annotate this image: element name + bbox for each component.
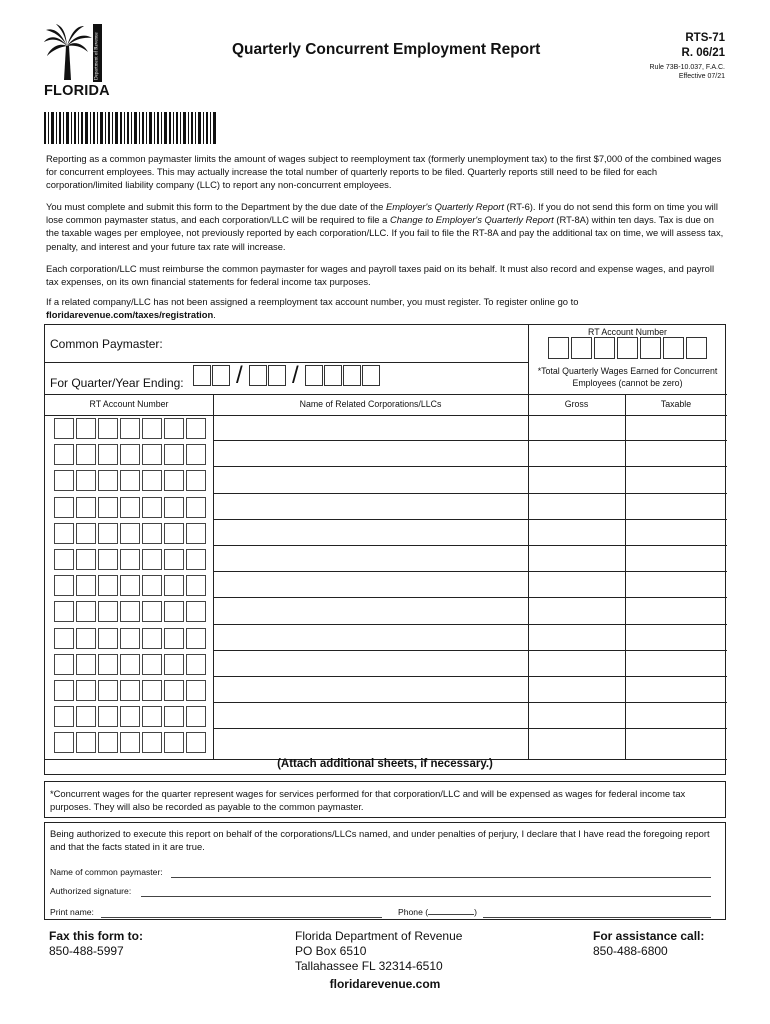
row-corporation-name-field[interactable]: [214, 467, 527, 492]
row-corporation-name-field[interactable]: [214, 598, 527, 623]
table-row: [45, 494, 727, 520]
row-rt-digit-box[interactable]: [76, 575, 96, 596]
row-rt-digit-box[interactable]: [98, 680, 118, 701]
row-corporation-name-field[interactable]: [214, 415, 527, 440]
row-rt-digit-box[interactable]: [54, 654, 74, 675]
table-row: [45, 625, 727, 651]
row-rt-digit-box[interactable]: [76, 680, 96, 701]
row-rt-digit-box[interactable]: [120, 732, 140, 753]
row-rt-digit-box[interactable]: [142, 654, 162, 675]
table-row: [45, 467, 727, 493]
row-rt-digit-box[interactable]: [164, 497, 184, 518]
common-paymaster-field[interactable]: [173, 335, 523, 357]
rt-digit-box[interactable]: [686, 337, 707, 359]
rt-digit-box[interactable]: [617, 337, 638, 359]
row-rt-digit-box[interactable]: [164, 523, 184, 544]
row-gross-field[interactable]: [529, 729, 624, 754]
row-gross-field[interactable]: [529, 677, 624, 702]
assistance-block: [593, 929, 704, 959]
row-taxable-field[interactable]: [626, 677, 726, 702]
row-gross-field[interactable]: [529, 520, 624, 545]
row-rt-digit-box[interactable]: [120, 628, 140, 649]
row-rt-digit-box[interactable]: [142, 470, 162, 491]
effective-date: Effective 07/21: [678, 73, 725, 80]
rule-citation: Rule 73B-10.037, F.A.C.: [649, 64, 725, 71]
row-rt-digit-box[interactable]: [120, 549, 140, 570]
row-rt-digit-box[interactable]: [142, 706, 162, 727]
date-slash: /: [236, 362, 243, 389]
declaration-box: [44, 822, 726, 920]
row-taxable-field[interactable]: [626, 415, 726, 440]
row-rt-digit-box[interactable]: [76, 444, 96, 465]
instruction-paragraph-3: Each corporation/LLC must reimburse the common paymaster for wages and payroll taxes paid on its behalf. It must also record and expense wages, and payroll tax expenses, on its own financial statements for federal income tax purposes.: [46, 263, 715, 288]
row-rt-digit-box[interactable]: [142, 628, 162, 649]
row-rt-digit-box[interactable]: [164, 628, 184, 649]
row-rt-digit-box[interactable]: [54, 418, 74, 439]
row-taxable-field[interactable]: [626, 729, 726, 754]
row-taxable-field[interactable]: [626, 467, 726, 492]
mailing-address-block: [295, 929, 462, 974]
paymaster-rt-account-boxes[interactable]: [548, 337, 708, 359]
row-gross-field[interactable]: [529, 651, 624, 676]
row-gross-field[interactable]: [529, 598, 624, 623]
rule-block: [650, 63, 726, 81]
rt-digit-box[interactable]: [594, 337, 615, 359]
row-rt-digit-box[interactable]: [142, 523, 162, 544]
name-of-paymaster-label: Name of common paymaster:: [50, 867, 163, 877]
row-corporation-name-field[interactable]: [214, 494, 527, 519]
row-rt-digit-box[interactable]: [98, 444, 118, 465]
year-digit-box[interactable]: [305, 365, 323, 386]
row-rt-digit-box[interactable]: [120, 706, 140, 727]
table-row: [45, 415, 727, 441]
row-rt-digit-box[interactable]: [54, 470, 74, 491]
row-rt-digit-box[interactable]: [54, 628, 74, 649]
rt-digit-box[interactable]: [548, 337, 569, 359]
month-digit-box[interactable]: [193, 365, 211, 386]
row-rt-digit-box[interactable]: [76, 497, 96, 518]
row-rt-digit-box[interactable]: [186, 706, 206, 727]
row-rt-digit-box[interactable]: [98, 418, 118, 439]
quarter-date-boxes[interactable]: [193, 362, 393, 389]
concurrent-wages-note: *Concurrent wages for the quarter represent wages for services performed for that corporation/LLC and will be expensed as wages for federal income tax purposes. They will also be recorded as payable to the common paymaster.: [44, 781, 726, 818]
row-rt-digit-box[interactable]: [76, 601, 96, 622]
row-taxable-field[interactable]: [626, 546, 726, 571]
row-rt-digit-box[interactable]: [76, 628, 96, 649]
table-row: [45, 651, 727, 677]
row-rt-digit-box[interactable]: [164, 470, 184, 491]
day-digit-box[interactable]: [249, 365, 267, 386]
row-corporation-name-field[interactable]: [214, 441, 527, 466]
row-rt-digit-box[interactable]: [186, 680, 206, 701]
row-rt-digit-box[interactable]: [186, 601, 206, 622]
year-digit-box[interactable]: [343, 365, 361, 386]
common-paymaster-label: Common Paymaster:: [50, 337, 163, 351]
row-rt-digit-box[interactable]: [186, 444, 206, 465]
print-name-label: Print name:: [50, 907, 94, 917]
row-rt-digit-box[interactable]: [186, 732, 206, 753]
row-rt-digit-box[interactable]: [186, 575, 206, 596]
row-rt-digit-box[interactable]: [120, 418, 140, 439]
assistance-label: For assistance call:: [593, 929, 705, 943]
phone-number-field[interactable]: [483, 917, 711, 918]
total-wages-header: *Total Quarterly Wages Earned for Concurrent Employees (cannot be zero): [537, 366, 718, 388]
rt-digit-box[interactable]: [663, 337, 684, 359]
row-rt-digit-box[interactable]: [142, 680, 162, 701]
row-rt-digit-box[interactable]: [54, 575, 74, 596]
phone-close: ): [474, 907, 477, 917]
phone-label: [398, 907, 477, 917]
row-rt-digit-box[interactable]: [186, 418, 206, 439]
form-number-block: [682, 31, 725, 61]
row-rt-digit-box[interactable]: [120, 497, 140, 518]
row-rt-digit-box[interactable]: [54, 549, 74, 570]
row-rt-digit-box[interactable]: [76, 549, 96, 570]
registration-link[interactable]: floridarevenue.com/taxes/registration: [46, 309, 214, 321]
table-row: [45, 598, 727, 624]
barcode: [44, 112, 216, 144]
row-rt-digit-box[interactable]: [142, 497, 162, 518]
row-taxable-field[interactable]: [626, 520, 726, 545]
row-rt-digit-box[interactable]: [54, 732, 74, 753]
row-gross-field[interactable]: [529, 467, 624, 492]
year-digit-box[interactable]: [324, 365, 342, 386]
fax-block: [49, 929, 143, 959]
p4-end: .: [213, 309, 216, 321]
row-rt-digit-box[interactable]: [120, 523, 140, 544]
table-row: [45, 441, 727, 467]
dor-name: Florida Department of Revenue: [295, 929, 463, 943]
row-gross-field[interactable]: [529, 441, 624, 466]
logo-side-text: Department of Revenue: [94, 32, 100, 80]
row-gross-field[interactable]: [529, 625, 624, 650]
col-header-corporations: Name of Related Corporations/LLCs: [299, 399, 442, 409]
row-rt-digit-box[interactable]: [142, 418, 162, 439]
name-of-paymaster-field[interactable]: [171, 877, 711, 878]
table-body: [45, 415, 727, 759]
instruction-paragraph-2: [46, 200, 726, 253]
authorized-signature-label: Authorized signature:: [50, 886, 132, 896]
row-corporation-name-field[interactable]: [214, 703, 527, 728]
row-rt-digit-box[interactable]: [142, 575, 162, 596]
phone-open: Phone (: [398, 907, 429, 917]
row-rt-digit-box[interactable]: [76, 706, 96, 727]
authorized-signature-field[interactable]: [141, 896, 711, 897]
table-row: [45, 677, 727, 703]
row-taxable-field[interactable]: [626, 651, 726, 676]
row-rt-digit-box[interactable]: [76, 654, 96, 675]
row-rt-digit-box[interactable]: [142, 732, 162, 753]
p2-italic-rt6: Employer's Quarterly Report: [385, 201, 504, 212]
print-name-field[interactable]: [101, 917, 382, 918]
dor-city: Tallahassee FL 32314-6510: [295, 959, 443, 973]
row-rt-digit-box[interactable]: [98, 549, 118, 570]
assistance-number: 850-488-6800: [593, 944, 668, 958]
table-row: [45, 729, 727, 755]
row-rt-digit-box[interactable]: [76, 418, 96, 439]
col-header-gross: Gross: [564, 399, 589, 409]
row-rt-digit-box[interactable]: [164, 706, 184, 727]
form-revision: R. 06/21: [681, 47, 725, 59]
row-rt-digit-box[interactable]: [98, 654, 118, 675]
table-row: [45, 546, 727, 572]
p4-text: If a related company/LLC has not been assigned a reemployment tax account number, you must register. To register online go to: [46, 296, 579, 307]
row-rt-digit-box[interactable]: [98, 575, 118, 596]
table-row: [45, 572, 727, 598]
row-gross-field[interactable]: [529, 494, 624, 519]
row-rt-digit-box[interactable]: [98, 497, 118, 518]
row-rt-digit-box[interactable]: [54, 444, 74, 465]
row-rt-digit-box[interactable]: [164, 418, 184, 439]
row-rt-digit-box[interactable]: [186, 523, 206, 544]
row-rt-digit-box[interactable]: [98, 628, 118, 649]
month-digit-box[interactable]: [212, 365, 230, 386]
row-rt-digit-box[interactable]: [164, 732, 184, 753]
row-rt-digit-box[interactable]: [98, 706, 118, 727]
row-corporation-name-field[interactable]: [214, 651, 527, 676]
p2-text-c: (RT-8A) within ten days. Tax is due on the taxable wages per employee, not previously reported by each corporation/LLC. If you fail to file the RT-8A and pay the additional tax on time, we will assess tax, penalty, and interest and your future tax rate will increase.: [46, 214, 724, 252]
fax-label: Fax this form to:: [49, 929, 144, 943]
instruction-paragraph-4: [46, 295, 726, 321]
row-rt-digit-box[interactable]: [164, 680, 184, 701]
row-taxable-field[interactable]: [626, 703, 726, 728]
attach-sheets-note: (Attach additional sheets, if necessary.): [277, 758, 493, 770]
row-corporation-name-field[interactable]: [214, 520, 527, 545]
form-number: RTS-71: [685, 32, 725, 44]
date-slash: /: [292, 362, 299, 389]
rt-digit-box[interactable]: [640, 337, 661, 359]
row-rt-digit-box[interactable]: [186, 470, 206, 491]
row-corporation-name-field[interactable]: [214, 625, 527, 650]
row-rt-digit-box[interactable]: [142, 601, 162, 622]
row-rt-digit-box[interactable]: [76, 732, 96, 753]
row-rt-digit-box[interactable]: [186, 654, 206, 675]
table-row: [45, 703, 727, 729]
row-gross-field[interactable]: [529, 703, 624, 728]
year-digit-box[interactable]: [362, 365, 380, 386]
col-header-taxable: Taxable: [660, 399, 692, 409]
row-gross-field[interactable]: [529, 546, 624, 571]
row-corporation-name-field[interactable]: [214, 572, 527, 597]
col-header-rt-account: RT Account Number: [89, 399, 169, 409]
declaration-text: Being authorized to execute this report on behalf of the corporations/LLCs named, and under penalties of perjury, I declare that I have read the foregoing report and that the facts stated in it are true.: [50, 828, 710, 853]
row-rt-digit-box[interactable]: [76, 523, 96, 544]
quarter-year-label: For Quarter/Year Ending:: [50, 376, 184, 390]
row-gross-field[interactable]: [529, 415, 624, 440]
row-rt-digit-box[interactable]: [164, 601, 184, 622]
row-rt-digit-box[interactable]: [164, 444, 184, 465]
row-rt-digit-box[interactable]: [120, 470, 140, 491]
row-gross-field[interactable]: [529, 572, 624, 597]
row-rt-digit-box[interactable]: [54, 706, 74, 727]
row-rt-digit-box[interactable]: [164, 575, 184, 596]
row-rt-digit-box[interactable]: [164, 654, 184, 675]
p2-italic-rt8a: Change to Employer's Quarterly Report: [389, 214, 554, 226]
row-taxable-field[interactable]: [626, 494, 726, 519]
row-rt-digit-box[interactable]: [164, 549, 184, 570]
row-rt-digit-box[interactable]: [76, 470, 96, 491]
row-rt-digit-box[interactable]: [142, 444, 162, 465]
table-row: [45, 520, 727, 546]
row-rt-digit-box[interactable]: [186, 549, 206, 570]
row-rt-digit-box[interactable]: [120, 680, 140, 701]
fax-number: 850-488-5997: [49, 944, 124, 958]
row-rt-digit-box[interactable]: [120, 601, 140, 622]
form-title: Quarterly Concurrent Employment Report: [232, 41, 541, 58]
row-rt-digit-box[interactable]: [54, 497, 74, 518]
p2-text-b: (RT-6). If you do not send this form on time you will lose common paymaster status, and each corporation/LLC will be required to file a: [46, 201, 718, 226]
row-taxable-field[interactable]: [626, 441, 726, 466]
paymaster-divider: [45, 362, 528, 363]
row-rt-digit-box[interactable]: [98, 732, 118, 753]
row-corporation-name-field[interactable]: [214, 546, 527, 571]
row-rt-digit-box[interactable]: [98, 523, 118, 544]
row-rt-digit-box[interactable]: [98, 470, 118, 491]
row-rt-digit-box[interactable]: [54, 523, 74, 544]
rt-digit-box[interactable]: [571, 337, 592, 359]
website-link[interactable]: floridarevenue.com: [329, 977, 441, 991]
rt-account-header: RT Account Number: [588, 327, 667, 337]
row-corporation-name-field[interactable]: [214, 677, 527, 702]
logo-wordmark: FLORIDA: [44, 83, 110, 99]
row-rt-digit-box[interactable]: [142, 549, 162, 570]
row-taxable-field[interactable]: [626, 625, 726, 650]
row-rt-digit-box[interactable]: [186, 628, 206, 649]
row-taxable-field[interactable]: [626, 572, 726, 597]
row-rt-digit-box[interactable]: [54, 680, 74, 701]
row-taxable-field[interactable]: [626, 598, 726, 623]
dor-po-box: PO Box 6510: [295, 944, 367, 958]
row-rt-digit-box[interactable]: [54, 601, 74, 622]
row-rt-digit-box[interactable]: [120, 444, 140, 465]
report-table: [44, 324, 726, 775]
phone-area-code-field[interactable]: [428, 914, 474, 915]
row-rt-digit-box[interactable]: [186, 497, 206, 518]
day-digit-box[interactable]: [268, 365, 286, 386]
p2-text-a: You must complete and submit this form to the Department by the due date of the: [46, 201, 386, 212]
row-rt-digit-box[interactable]: [120, 575, 140, 596]
instruction-paragraph-1: Reporting as a common paymaster limits the amount of wages subject to reemployment tax (formerly unemployment tax) to the first $7,000 of the combined wages for concurrent employees. This may actually increase the total number of quarterly reports to be filed. Quarterly reports still need to be filed for each corporation/limited liability company (LLC) to report any non-concurrent employees.: [46, 153, 722, 191]
row-rt-digit-box[interactable]: [98, 601, 118, 622]
row-corporation-name-field[interactable]: [214, 729, 527, 754]
row-rt-digit-box[interactable]: [120, 654, 140, 675]
